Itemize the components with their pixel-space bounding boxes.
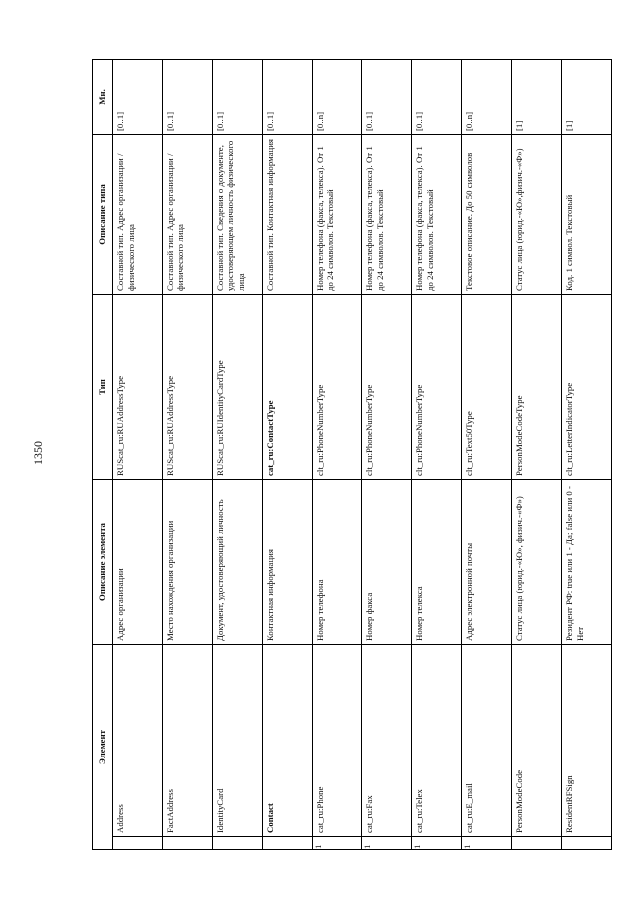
level-marker: [562, 836, 611, 849]
type-description: Номер телефона (факса, телекса). От 1 до 24 символов. Текстовый: [412, 135, 462, 295]
table-row: [212, 60, 262, 850]
element-name: FactAddress: [164, 789, 175, 833]
type-cell: RUScat_ru:RUAddressType: [162, 295, 212, 480]
multiplicity-cell: [0..1]: [362, 60, 412, 135]
type-description: Номер телефона (факса, телекса). От 1 до 24 символов. Текстовый: [362, 135, 412, 295]
multiplicity-cell: [0..1]: [113, 60, 163, 135]
table-row: [262, 60, 312, 850]
element-cell: [312, 645, 362, 850]
type-description: Код. 1 символ. Текстовый: [562, 135, 612, 295]
element-cell: [512, 645, 562, 850]
type-cell: clt_ru:PhoneNumberType: [362, 295, 412, 480]
multiplicity-cell: [0..1]: [162, 60, 212, 135]
element-description: Документ, удостоверяющий личность: [212, 480, 262, 645]
element-cell: [362, 645, 412, 850]
level-marker: [163, 836, 212, 849]
element-description: Номер телефона: [312, 480, 362, 645]
element-cell: [212, 645, 262, 850]
type-cell: clt_ru:PhoneNumberType: [312, 295, 362, 480]
element-name: Contact: [264, 803, 275, 833]
type-cell: RUScat_ru:RUAddressType: [113, 295, 163, 480]
type-description: Составной тип. Адрес организации / физического лица: [162, 135, 212, 295]
element-description: Статус лица (юрид.-«Ю», физич.-«Ф»): [512, 480, 562, 645]
header-element: Элемент: [93, 645, 113, 850]
level-marker: [113, 836, 162, 849]
table-row: [562, 60, 612, 850]
table-row: [312, 60, 362, 850]
table-row: [462, 60, 512, 850]
element-description: Номер телекса: [412, 480, 462, 645]
type-cell: cat_ru:ContactType: [262, 295, 312, 480]
element-cell: [412, 645, 462, 850]
header-type-description: Описание типа: [93, 135, 113, 295]
type-description: Статус лица (юрид.-«Ю»,физич.-«Ф»): [512, 135, 562, 295]
table-header-row: [93, 60, 113, 850]
table-row: [113, 60, 163, 850]
header-element-description: Описание элемента: [93, 480, 113, 645]
header-multiplicity: Мн.: [93, 60, 113, 135]
level-marker: 1: [313, 836, 362, 849]
type-cell: RUScat_ru:RUIdentityCardType: [212, 295, 262, 480]
rotated-table-container: [92, 60, 612, 850]
level-marker: 1: [412, 836, 461, 849]
element-cell: [462, 645, 512, 850]
multiplicity-cell: [1]: [512, 60, 562, 135]
type-description: Составной тип. Сведения о документе, удостоверяющем личность физического лица: [212, 135, 262, 295]
element-cell: [113, 645, 163, 850]
table-row: [362, 60, 412, 850]
type-description: Составной тип. Адрес организации / физического лица: [113, 135, 163, 295]
multiplicity-cell: [0..n]: [462, 60, 512, 135]
multiplicity-cell: [0..1]: [412, 60, 462, 135]
multiplicity-cell: [0..1]: [212, 60, 262, 135]
multiplicity-cell: [0..1]: [262, 60, 312, 135]
table-row: [162, 60, 212, 850]
element-name: cat_ru:Fax: [364, 795, 375, 833]
level-marker: [213, 836, 262, 849]
element-description: Место нахождения организации: [162, 480, 212, 645]
element-name: Address: [115, 804, 125, 833]
element-name: ResidentRFSign: [564, 775, 575, 833]
table-row: [512, 60, 562, 850]
element-description: Адрес организации: [113, 480, 163, 645]
level-marker: [512, 836, 561, 849]
element-cell: [562, 645, 612, 850]
page-number: 1350: [31, 441, 45, 465]
element-cell: [162, 645, 212, 850]
type-description: Составной тип. Контактная информация: [262, 135, 312, 295]
type-cell: clt_ru:Text50Type: [462, 295, 512, 480]
type-cell: PersonModeCodeType: [512, 295, 562, 480]
element-description: Адрес электронной почты: [462, 480, 512, 645]
element-name: cat_ru:E_mail: [464, 783, 475, 833]
element-name: IdentityCard: [214, 788, 225, 833]
table-row: [412, 60, 462, 850]
element-description: Резидент РФ: true или 1 - Да; false или 0 - Нет: [562, 480, 612, 645]
level-marker: [263, 836, 312, 849]
element-name: cat_ru:Phone: [314, 786, 325, 833]
header-type: Тип: [93, 295, 113, 480]
element-name: PersonModeCode: [514, 769, 525, 833]
multiplicity-cell: [1]: [562, 60, 612, 135]
element-name: cat_ru:Telex: [414, 789, 425, 833]
type-cell: clt_ru:PhoneNumberType: [412, 295, 462, 480]
level-marker: 1: [462, 836, 511, 849]
type-description: Текстовое описание. До 50 символов: [462, 135, 512, 295]
type-description: Номер телефона (факса, телекса). От 1 до 24 символов. Текстовый: [312, 135, 362, 295]
level-marker: 1: [362, 836, 411, 849]
multiplicity-cell: [0..n]: [312, 60, 362, 135]
type-cell: clt_ru:LetterIndicatorType: [562, 295, 612, 480]
element-description: Контактная информация: [262, 480, 312, 645]
element-cell: [262, 645, 312, 850]
elements-table: [92, 59, 612, 850]
element-description: Номер факса: [362, 480, 412, 645]
